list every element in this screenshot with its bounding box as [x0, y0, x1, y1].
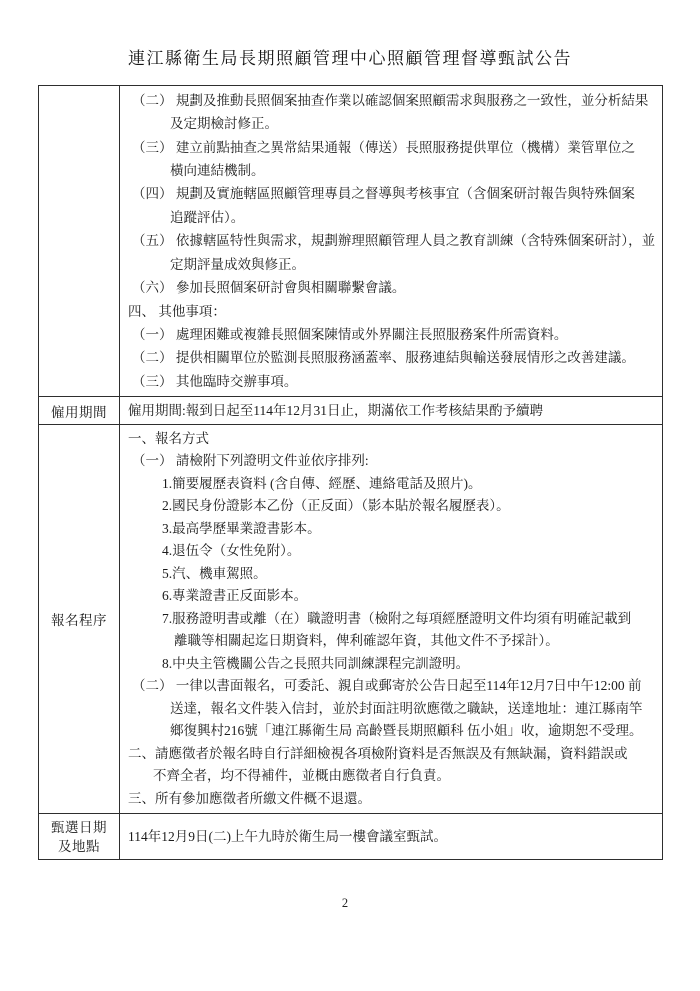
- table-row-selection-date-location: [39, 814, 663, 860]
- row-label-application-procedure: 報名程序: [39, 425, 120, 814]
- text-line: 及定期檢討修正。: [170, 116, 278, 132]
- text-line: （一） 處理困難或複雜長照個案陳情或外界關注長照服務案件所需資料。: [132, 326, 568, 342]
- text-line: （六） 參加長照個案研討會與相關聯繫會議。: [132, 280, 406, 296]
- text-line: 橫向連結機制。: [170, 163, 265, 179]
- text-line: 5.汽、機車駕照。: [162, 565, 267, 581]
- text-line: （二） 提供相關單位於監測長照服務涵蓋率、服務連結與輸送發展情形之改善建議。: [132, 350, 635, 366]
- table-row-duties-continued: [39, 86, 663, 397]
- text-line: 三、所有參加應徵者所繳文件概不退還。: [128, 790, 371, 806]
- text-line: （三） 其他臨時交辦事項。: [132, 373, 298, 389]
- text-line: 3.最高學歷畢業證書影本。: [162, 520, 321, 536]
- text-line: 一、報名方式: [128, 430, 209, 446]
- text-line: （五） 依據轄區特性與需求，規劃辦理照顧管理人員之教育訓練（含特殊個案研討），並: [132, 233, 656, 249]
- text-line: （二） 規劃及推動長照個案抽查作業以確認個案照顧需求與服務之一致性，並分析結果: [132, 92, 649, 108]
- cell-application-procedure-content: [120, 425, 663, 814]
- cell-selection-date-location-content: [120, 814, 663, 860]
- cell-employment-period-content: [120, 397, 663, 425]
- row-label-empty: [39, 86, 120, 397]
- text-line: 甄選日期: [51, 819, 107, 835]
- text-line: 8.中央主管機關公告之長照共同訓練課程完訓證明。: [162, 655, 470, 671]
- text-line: （三） 建立前點抽查之異常結果通報（傳送）長照服務提供單位（機構）業管單位之: [132, 139, 635, 155]
- text-line: 不齊全者，均不得補件，並概由應徵者自行負責。: [153, 768, 450, 784]
- text-line: （一） 請檢附下列證明文件並依序排列:: [132, 453, 369, 469]
- text-line: 7.服務證明書或離（在）職證明書（檢附之每項經歷證明文件均須有明確記載到: [162, 610, 632, 626]
- text-line: 2.國民身份證影本乙份（正反面）（影本貼於報名履歷表）。: [162, 498, 510, 514]
- text-line: 及地點: [58, 838, 100, 854]
- text-line: （四） 規劃及實施轄區照顧管理專員之督導與考核事宜（含個案研討報告與特殊個案: [132, 186, 635, 202]
- page-number: 2: [341, 896, 349, 910]
- text-line: 鄉復興村216號「連江縣衛生局 高齡暨長期照顧科 伍小姐」收，逾期恕不受理。: [170, 723, 643, 739]
- page-title: 連江縣衛生局長期照顧管理中心照顧管理督導甄試公告: [128, 49, 572, 68]
- text-line: 追蹤評估）。: [170, 209, 245, 225]
- text-line: 離職等相關起迄日期資料，俾利確認年資，其他文件不予採計）。: [174, 633, 559, 649]
- text-line: 114年12月9日(二)上午九時於衛生局一樓會議室甄試。: [128, 828, 447, 844]
- text-line: 4.退伍令（女性免附）。: [162, 543, 301, 559]
- text-line: （二） 一律以書面報名，可委託、親自或郵寄於公告日起至114年12月7日中午12:00 前: [132, 678, 642, 694]
- text-line: 二、請應徵者於報名時自行詳細檢視各項檢附資料是否無誤及有無缺漏，資料錯誤或: [128, 745, 628, 761]
- text-line: 四、 其他事項：: [128, 303, 226, 319]
- text-line: 定期評量成效與修正。: [170, 256, 305, 272]
- row-label-selection-date-location: [39, 814, 120, 860]
- text-line: 送達，報名文件裝入信封，並於封面註明欲應徵之職缺，送達地址：連江縣南竿: [170, 700, 643, 716]
- table-row-application-procedure: [39, 425, 663, 814]
- table-row-employment-period: [39, 397, 663, 425]
- text-line: 6.專業證書正反面影本。: [162, 588, 308, 604]
- row-label-employment-period: 僱用期間: [39, 397, 120, 425]
- text-line: 僱用期間:報到日起至114年12月31日止，期滿依工作考核結果酌予續聘: [128, 402, 543, 418]
- announcement-table: [38, 85, 663, 860]
- cell-duties-content: [120, 86, 663, 397]
- text-line: 1.簡要履歷表資料 (含自傳、經歷、連絡電話及照片)。: [162, 475, 482, 491]
